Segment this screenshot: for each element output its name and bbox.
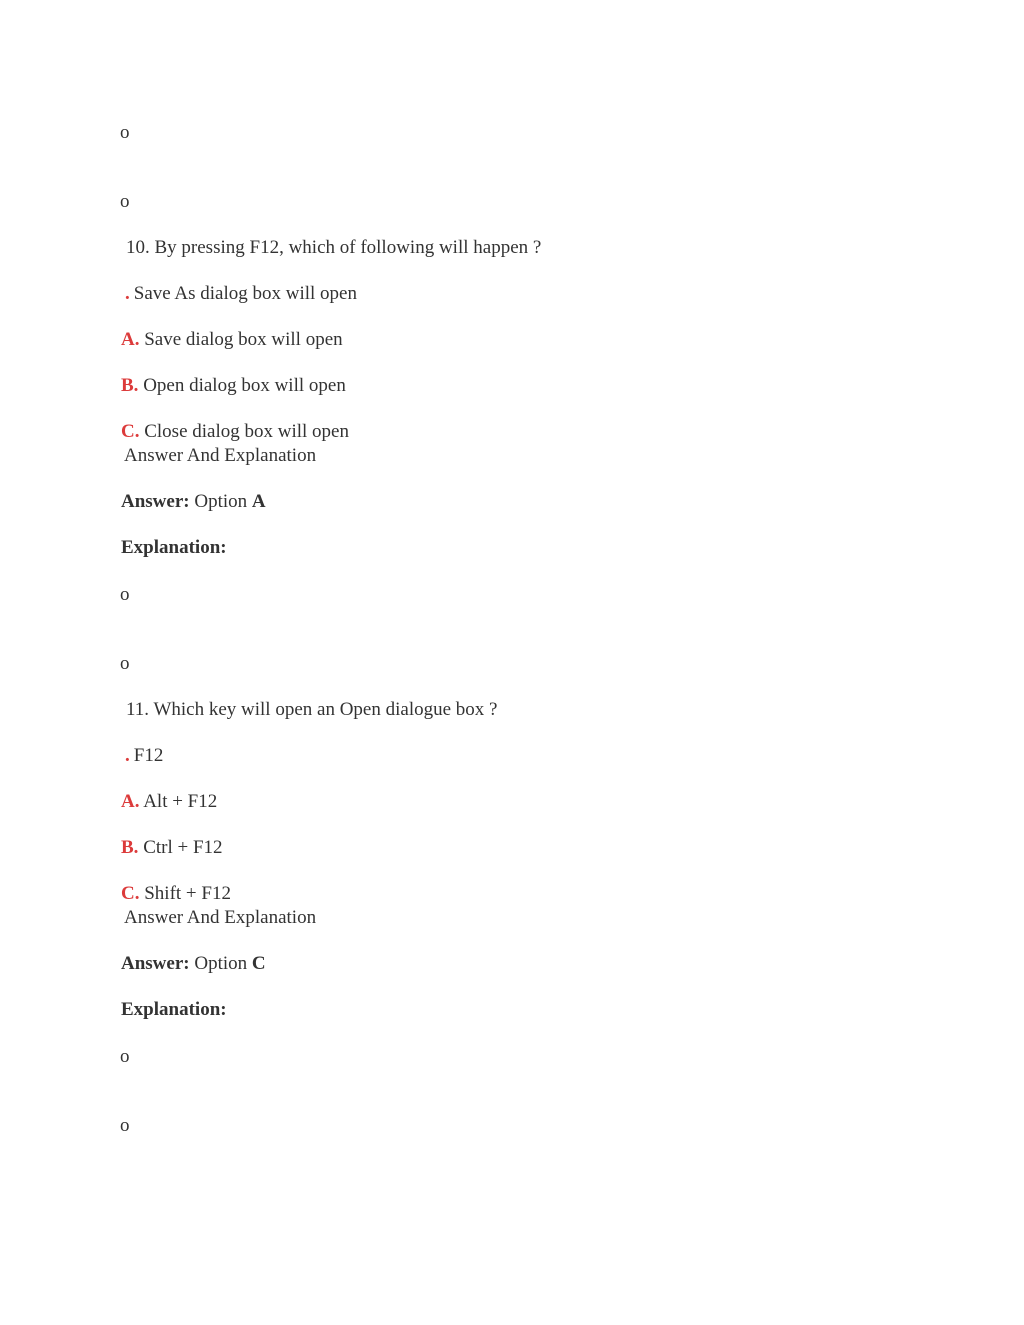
answer-value: C [251,953,266,974]
bullet: o [120,122,130,143]
answer-label: Answer: [121,953,190,974]
question-10-answer [121,490,266,514]
answer-value: A [251,491,266,512]
answer-prefix: Option [194,491,248,512]
option-text: Open dialog box will open [143,375,346,396]
question-11-explanation-label: Explanation: [121,999,227,1020]
bullet: o [120,653,130,674]
question-11-option-a[interactable] [121,790,217,814]
question-10-option-a[interactable] [121,328,343,352]
option-letter: . [125,283,130,304]
option-text: Alt + F12 [143,791,218,812]
option-letter: A. [121,329,140,350]
bullet: o [120,1115,130,1136]
option-letter: . [125,745,130,766]
option-text: Close dialog box will open [144,421,349,442]
bullet: o [120,191,130,212]
question-10-option-b[interactable] [121,374,346,398]
question-10-option-c[interactable] [121,420,349,444]
option-letter: C. [121,883,140,904]
option-letter: B. [121,375,139,396]
option-text: Ctrl + F12 [143,837,223,858]
question-11-option-c[interactable] [121,882,231,906]
option-text: Save dialog box will open [144,329,343,350]
answer-prefix: Option [194,953,248,974]
answer-label: Answer: [121,491,190,512]
answer-and-explanation-link[interactable]: Answer And Explanation [124,907,317,928]
question-11-option-b[interactable] [121,836,223,860]
question-10-option-0[interactable] [121,282,357,306]
bullet: o [120,584,130,605]
option-letter: B. [121,837,139,858]
question-10-explanation-label: Explanation: [121,537,227,558]
question-10-text: 10. By pressing F12, which of following will happen ? [126,237,542,258]
answer-and-explanation-link[interactable]: Answer And Explanation [124,445,317,466]
option-text: F12 [133,745,164,766]
bullet: o [120,1046,130,1067]
option-text: Shift + F12 [144,883,231,904]
option-text: Save As dialog box will open [133,283,357,304]
question-11-answer [121,952,266,976]
question-11-option-0[interactable] [121,744,163,768]
option-letter: A. [121,791,140,812]
option-letter: C. [121,421,140,442]
question-11-text: 11. Which key will open an Open dialogue box ? [126,699,498,720]
